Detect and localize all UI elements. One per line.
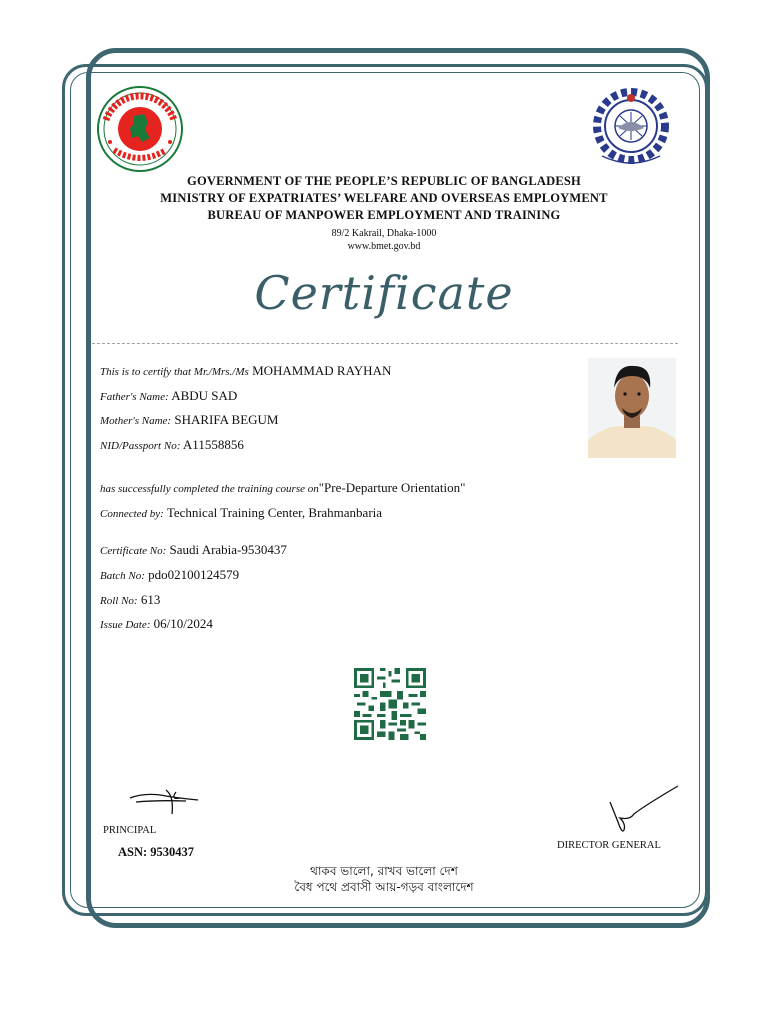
roll-row [100, 592, 160, 608]
nid-value: A11558856 [182, 437, 244, 452]
father-label: Father's Name: [100, 391, 169, 403]
mother-label: Mother's Name: [100, 415, 172, 427]
nid-label: NID/Passport No: [100, 440, 181, 452]
course-name: "Pre-Departure Orientation" [318, 480, 466, 495]
mother-name: SHARIFA BEGUM [174, 412, 279, 427]
batch-row [100, 567, 239, 583]
ministry-title: MINISTRY OF EXPATRIATES’ WELFARE AND OVERSEAS EMPLOYMENT [160, 191, 608, 205]
course-row [100, 480, 465, 496]
qr-code-icon[interactable] [354, 668, 426, 740]
issue-date-row [100, 616, 213, 632]
course-label: has successfully completed the training course on [100, 483, 319, 495]
slogan-line-1: থাকব ভালো, রাখব ভালো দেশ [310, 864, 458, 878]
government-seal-icon [96, 86, 184, 172]
holder-photo [588, 358, 676, 458]
roll-label: Roll No: [100, 595, 138, 607]
principal-label: PRINCIPAL [103, 825, 157, 836]
name-row [100, 363, 391, 379]
roll-value: 613 [140, 592, 161, 607]
website: www.bmet.gov.bd [347, 241, 421, 252]
director-signature [604, 784, 684, 840]
certify-label: This is to certify that Mr./Mrs./Ms [100, 366, 249, 378]
connected-value: Technical Training Center, Brahmanbaria [166, 505, 383, 520]
batch-value: pdo02100124579 [148, 567, 240, 582]
nid-row [100, 437, 244, 453]
batch-label: Batch No: [100, 570, 145, 582]
mother-row [100, 412, 278, 428]
bmet-logo-icon [588, 86, 674, 170]
asn-number: ASN: 9530437 [118, 845, 195, 859]
certificate-no-row [100, 542, 287, 558]
holder-name: MOHAMMAD RAYHAN [252, 363, 392, 378]
bureau-title: BUREAU OF MANPOWER EMPLOYMENT AND TRAINING [207, 208, 561, 222]
slogan-line-2: বৈধ পথে প্রবাসী আয়-গড়ব বাংলাদেশ [294, 880, 474, 894]
divider [92, 343, 678, 344]
certificate-title: Certificate [254, 266, 514, 320]
connected-row [100, 505, 382, 521]
father-row [100, 388, 237, 404]
issue-date-value: 06/10/2024 [153, 616, 213, 631]
address: 89/2 Kakrail, Dhaka-1000 [331, 228, 437, 239]
certificate-no-value: Saudi Arabia-9530437 [169, 542, 287, 557]
principal-signature [126, 786, 206, 816]
director-general-label: DIRECTOR GENERAL [557, 840, 661, 851]
connected-label: Connected by: [100, 508, 164, 520]
father-name: ABDU SAD [171, 388, 238, 403]
government-title: GOVERNMENT OF THE PEOPLE’S REPUBLIC OF BANGLADESH [187, 174, 581, 188]
issue-date-label: Issue Date: [100, 619, 151, 631]
certificate-no-label: Certificate No: [100, 545, 167, 557]
